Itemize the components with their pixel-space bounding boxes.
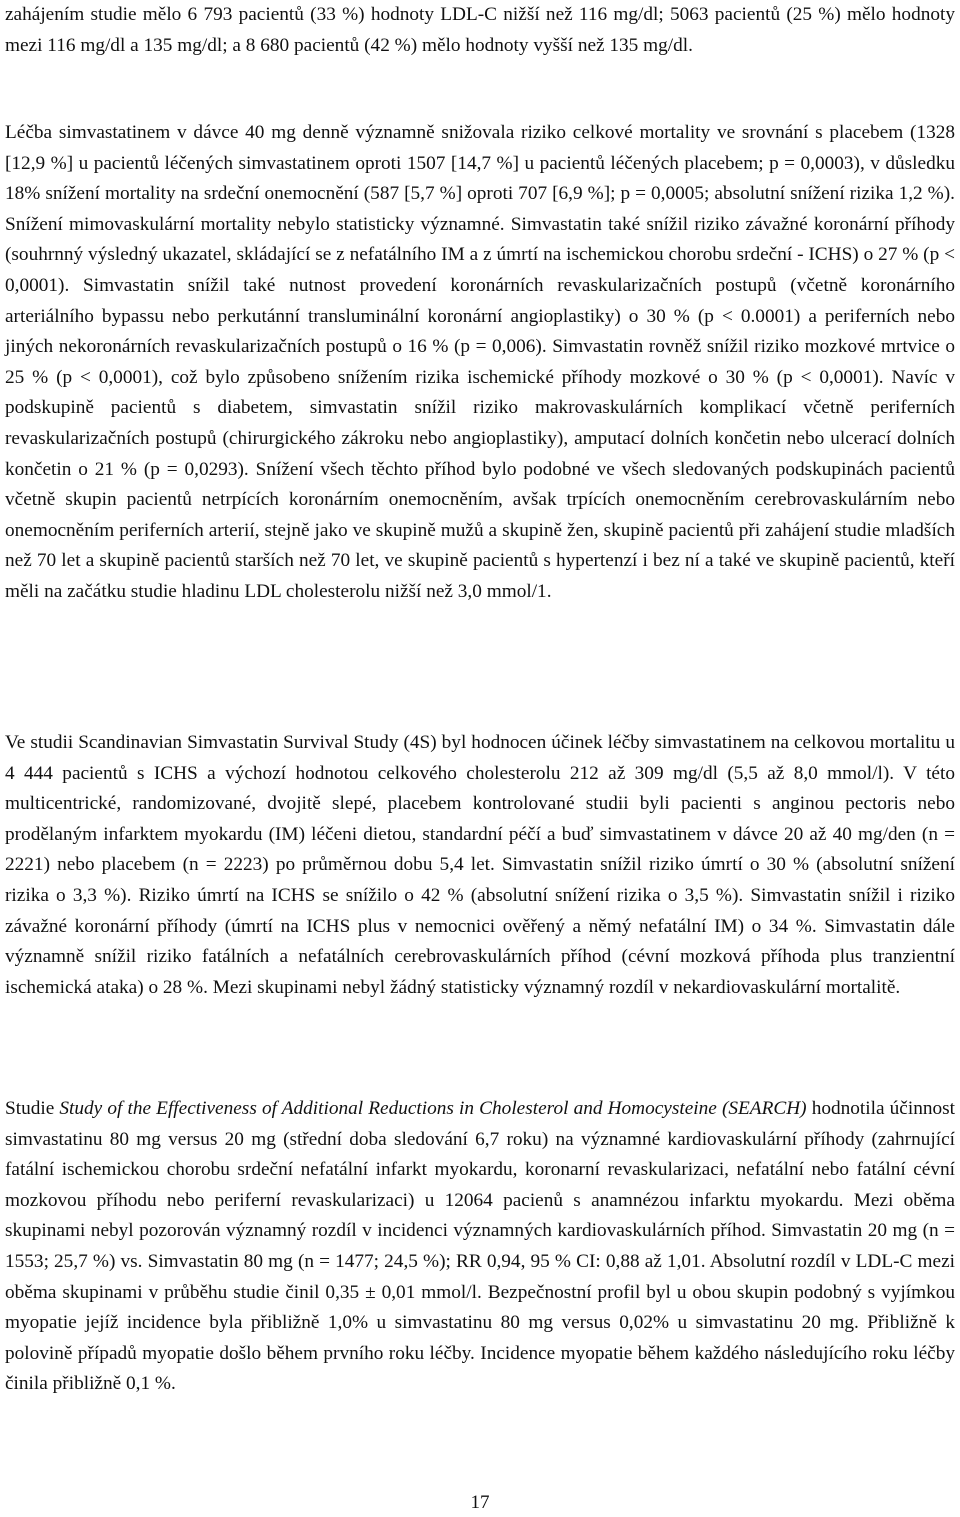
document-page: [5, 0, 955, 1517]
page-number: 17: [470, 1492, 490, 1513]
paragraph-ldl-baseline: zahájením studie mělo 6 793 pacientů (33 %) hodnoty LDL-C nižší než 116 mg/dl; 5063 pacientů (25 %) mělo hodnoty mezi 116 mg/dl a 135 mg/dl; a 8 680 pacientů (42 %) mělo hodnoty vyšší než 135 mg/dl.: [5, 4, 955, 56]
paragraph-simvastatin-mortality: Léčba simvastatinem v dávce 40 mg denně významně snižovala riziko celkové mortality ve srovnání s placebem (1328 [12,9 %] u pacientů léčených simvastatinem oproti 1507 [14,7 %] u pacientů léčených placebem; p = 0,0003), v důsledku 18% snížení mortality na srdeční onemocnění (587 [5,7 %] oproti 707 [6,9 %]; p = 0,0005; absolutní snížení rizika 1,2 %). Snížení mimovaskulární mortality nebylo statisticky významné. Simvastatin také snížil riziko závažné koronární příhody (souhrnný výsledný ukazatel, skládající se z nefatálního IM a z úmrtí na ischemickou chorobu srdeční - ICHS) o 27 % (p < 0,0001). Simvastatin snížil také nutnost provedení koronárních revaskularizačních postupů (včetně koronárního arteriálního bypassu nebo perkutánní transluminální koronární angioplastiky) o 30 % (p < 0.0001) a periferních nebo jiných nekoronárních revaskularizačních postupů o 16 % (p = 0,006). Simvastatin rovněž snížil riziko mozkové mrtvice o 25 % (p < 0,0001), což bylo způsobeno snížením rizika ischemické příhody mozkové o 30 % (p < 0,0001). Navíc v podskupině pacientů s diabetem, simvastatin snížil riziko makrovaskulárních komplikací včetně periferních revaskularizačních postupů (chirurgického zákroku nebo angioplastiky), amputací dolních končetin nebo ulcerací dolních končetin o 21 % (p = 0,0293). Snížení všech těchto příhod bylo podobné ve všech sledovaných podskupinách pacientů včetně skupin pacientů netrpících koronárním onemocněním, avšak trpících onemocněním cerebrovaskulárním nebo onemocněním periferních arterií, stejně jako ve skupině mužů a skupině žen, skupině pacientů při zahájení studie mladších než 70 let a skupině pacientů starších než 70 let, ve skupině pacientů s hypertenzí i bez ní a také ve skupině pacientů, kteří měli na začátku studie hladinu LDL cholesterolu nižší než 3,0 mmol/1.: [5, 122, 955, 602]
search-study-body: hodnotila účinnost simvastatinu 80 mg versus 20 mg (střední doba sledování 6,7 roku) na významné kardiovaskulární příhody (zahrnující fatální ischemickou chorobu srdeční nefatální infarkt myokardu, koronarní revaskularizaci, nefatální nebo fatální cévní mozkovou příhodu nebo periferní revaskularizaci) u 12064 pacienů s anamnézou infarktu myokardu. Mezi oběma skupinami nebyl pozorován významný rozdíl v incidenci významných kardiovaskulárních příhod. Simvastatin 20 mg (n = 1553; 25,7 %) vs. Simvastatin 80 mg (n = 1477; 24,5 %); RR 0,94, 95 % CI: 0,88 až 1,01. Absolutní rozdíl v LDL-C mezi oběma skupinami v průběhu studie činil 0,35 ± 0,01 mmol/l. Bezpečnostní profil byl u obou skupin podobný s vyjímkou myopatie jejíž incidence byla přibližně 1,0% u simvastatinu 80 mg versus 0,02% u simvastatinu 20 mg. Přibližně k polovině případů myopatie došlo během prvního roku léčby. Incidence myopatie během každého následujícího roku léčby činila přibližně 0,1 %.: [5, 1098, 955, 1395]
search-study-title: Study of the Effectiveness of Additional Reductions in Cholesterol and Homocysteine (SEARCH): [59, 1098, 807, 1119]
paragraph-4s-study: Ve studii Scandinavian Simvastatin Survival Study (4S) byl hodnocen účinek léčby simvastatinem na celkovou mortalitu u 4 444 pacientů s ICHS a výchozí hodnotou celkového cholesterolu 212 až 309 mg/dl (5,5 až 8,0 mmol/l). V této multicentrické, randomizované, dvojitě slepé, placebem kontrolované studii byli pacienti s anginou pectoris nebo prodělaným infarktem myokardu (IM) léčeni dietou, standardní péčí a buď simvastatinem v dávce 20 až 40 mg/den (n = 2221) nebo placebem (n = 2223) po průměrnou dobu 5,4 let. Simvastatin snížil riziko úmrtí o 30 % (absolutní snížení rizika o 3,3 %). Riziko úmrtí na ICHS se snížilo o 42 % (absolutní snížení rizika o 3,5 %). Simvastatin snížil i riziko závažné koronární příhody (úmrtí na ICHS plus v nemocnici ověřený a němý nefatální IM) o 34 %. Simvastatin dále významně snížil riziko fatálních a nefatálních cerebrovaskulárních příhod (cévní mozková příhoda plus tranzientní ischemická ataka) o 28 %. Mezi skupinami nebyl žádný statisticky významný rozdíl v nekardiovaskulární mortalitě.: [5, 732, 955, 998]
paragraph-search-study: [5, 1094, 955, 1400]
search-study-prefix: Studie: [5, 1098, 60, 1119]
